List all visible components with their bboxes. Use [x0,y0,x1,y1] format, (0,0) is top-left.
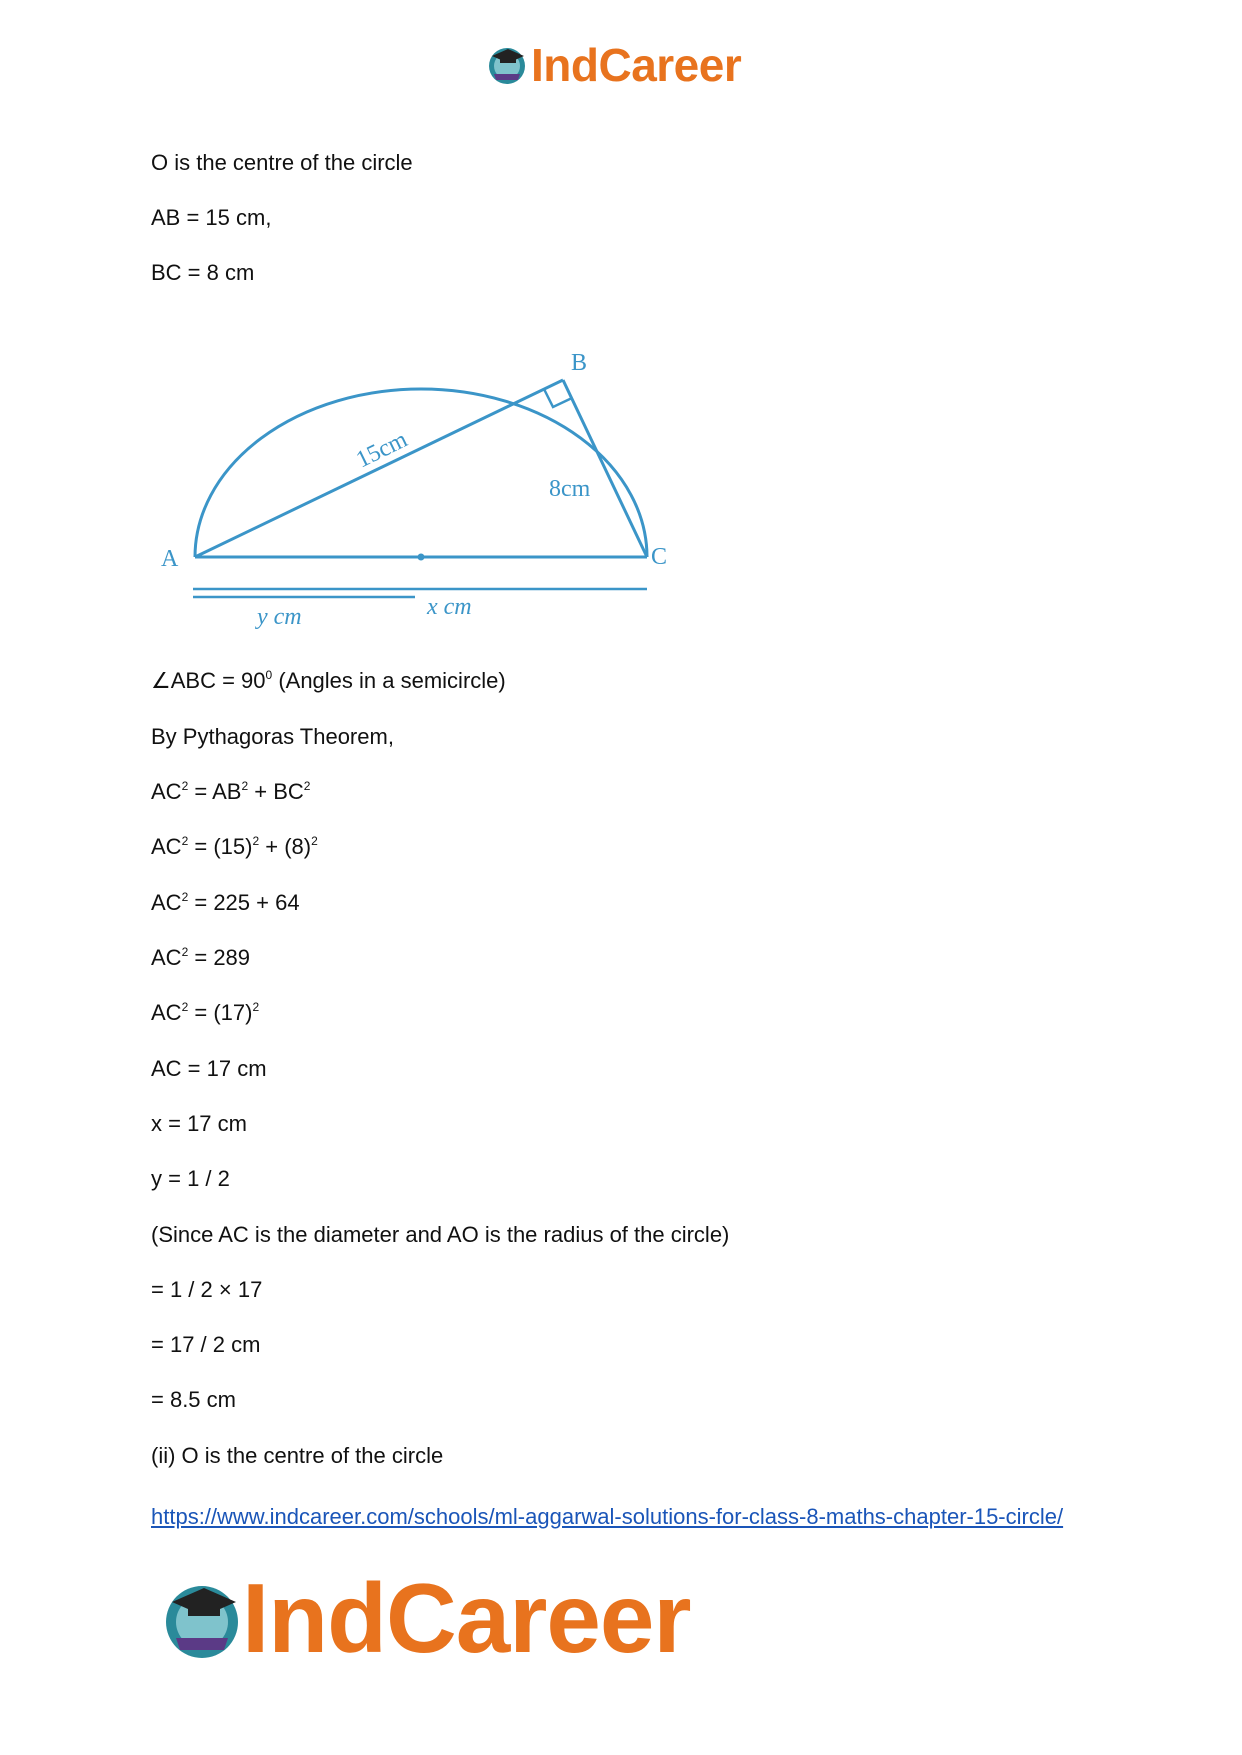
equation-1: $AC^2 = AB^2 + BC^2$ [151,779,311,804]
source-link[interactable]: https://www.indcareer.com/schools/ml-aggarwal-solutions-for-class-8-maths-chapter-15-circle/ [151,1504,1064,1529]
graduation-globe-icon [160,1578,244,1662]
brand-name: IndCareer [242,1563,691,1673]
given-line-2: AB = 15 cm, [151,205,272,230]
step-2: = 17 / 2 cm [151,1332,261,1357]
result-x: x = 17 cm [151,1111,247,1136]
brand-name: IndCareer [531,39,742,91]
centre-point-o [418,554,425,561]
chord-bc [563,380,647,557]
graduation-globe-icon [486,44,528,86]
label-y: y cm [257,604,302,630]
equation-5: $AC^2 = (17)^2$ [151,1000,260,1025]
label-ab-length: 15cm [352,426,412,474]
pythagoras-heading: By Pythagoras Theorem, [151,724,394,749]
label-b: B [571,350,588,376]
label-bc-length: 8cm [549,476,591,502]
equation-3: $AC^2 = 225 + 64$ [151,890,300,915]
equation-2: $AC^2 = (15)^2 + (8)^2$ [151,834,318,859]
equation-4: $AC^2 = 289$ [151,945,251,970]
result-y: y = 1 / 2 [151,1166,230,1191]
label-a: A [161,546,179,572]
step-3: = 8.5 cm [151,1387,236,1412]
step-1: = 1 / 2 × 17 [151,1277,263,1302]
since-note: (Since AC is the diameter and AO is the radius of the circle) [151,1222,730,1247]
angle-statement: ∠ABC = $90^0$ (Angles in a semicircle) [151,668,506,693]
label-c: C [651,544,668,570]
given-line-3: BC = 8 cm [151,260,255,285]
semicircle-diagram [151,318,691,638]
result-ac: AC = 17 cm [151,1056,267,1081]
label-x: x cm [427,594,472,620]
next-part-heading: (ii) O is the centre of the circle [151,1443,444,1468]
given-line-1: O is the centre of the circle [151,150,413,175]
chord-ab [195,380,563,557]
